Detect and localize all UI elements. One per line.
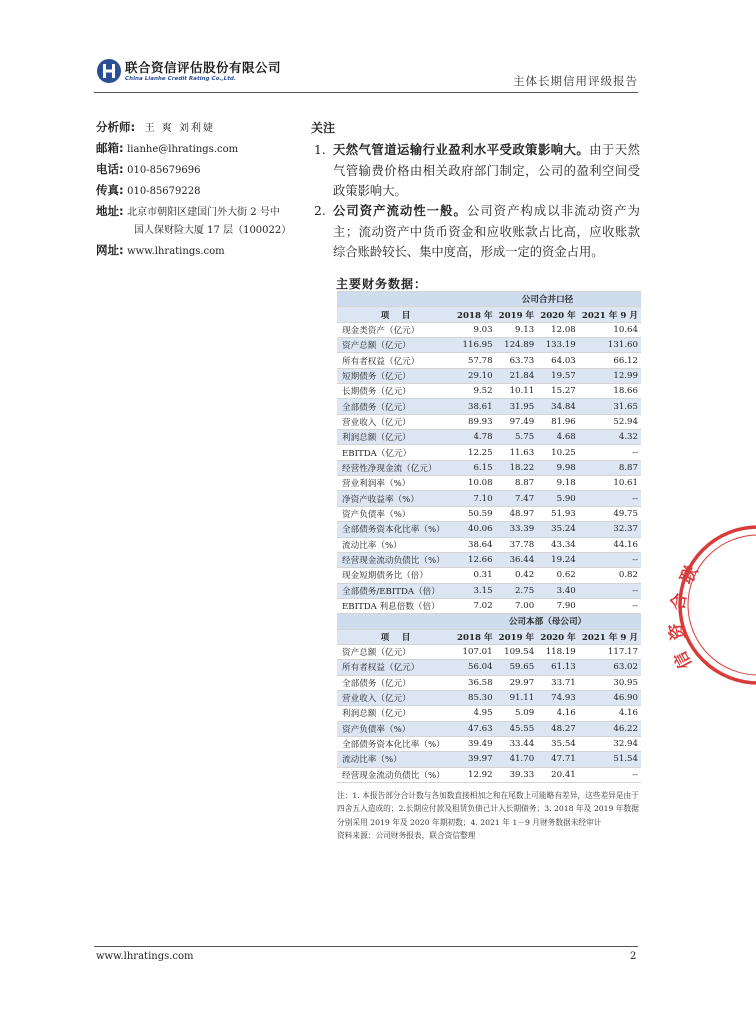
row-value: 6.15 [454, 460, 496, 475]
row-value: 10.11 [496, 384, 538, 399]
row-value: 7.90 [537, 598, 579, 613]
row-value: 33.44 [496, 736, 538, 751]
row-value: 117.17 [579, 644, 641, 659]
column-header-year: 2018 年 [454, 629, 496, 644]
row-value: 38.64 [454, 537, 496, 552]
email-row [96, 140, 238, 156]
row-value: 124.89 [496, 338, 538, 353]
email-value[interactable]: lianhe@lhratings.com [127, 144, 239, 155]
row-value: 44.16 [579, 537, 641, 552]
row-value: -- [579, 445, 641, 460]
table-row [337, 476, 641, 491]
address-line2: 国人保财险大厦 17 层（100022） [134, 225, 292, 236]
row-value: 47.63 [454, 721, 496, 736]
row-value: 48.97 [496, 506, 538, 521]
row-value: 59.65 [496, 660, 538, 675]
table-row [337, 598, 641, 613]
row-label: 全部债务（亿元） [337, 399, 454, 414]
address-label: 地址: [96, 204, 124, 218]
row-value: 29.10 [454, 368, 496, 383]
row-value: 41.70 [496, 752, 538, 767]
row-value: 12.99 [579, 368, 641, 383]
table-row [337, 767, 641, 782]
row-value: 57.78 [454, 353, 496, 368]
company-seal-stamp [666, 515, 756, 695]
column-header-year: 2018 年 [454, 307, 496, 322]
phone-label: 电话: [96, 162, 124, 176]
row-value: 32.94 [579, 736, 641, 751]
row-value: 48.27 [537, 721, 579, 736]
table-row [337, 414, 641, 429]
attention-item-number: 1. [314, 143, 326, 157]
phone-value: 010-85679696 [127, 165, 201, 176]
row-value: 9.13 [496, 322, 538, 337]
row-value: 5.90 [537, 491, 579, 506]
attention-item-heading: 公司资产流动性一般。 [333, 204, 467, 218]
table-row [337, 322, 641, 337]
table-row [337, 445, 641, 460]
table-row [337, 368, 641, 383]
column-header-item: 项 目 [337, 629, 454, 644]
table-row [337, 460, 641, 475]
column-header-year: 2020 年 [537, 629, 579, 644]
row-value: 4.32 [579, 430, 641, 445]
row-value: -- [579, 583, 641, 598]
table-row [337, 399, 641, 414]
table-row [337, 675, 641, 690]
footer-website[interactable]: www.lhratings.com [96, 951, 194, 962]
attention-item [314, 201, 640, 263]
row-value: 38.61 [454, 399, 496, 414]
row-value: 133.19 [537, 338, 579, 353]
row-value: 3.40 [537, 583, 579, 598]
address-line1: 北京市朝阳区建国门外大街 2 号中 [127, 207, 280, 218]
row-value: 4.16 [537, 706, 579, 721]
row-label: EBITDA 利息倍数（倍） [337, 598, 454, 613]
row-label: 所有者权益（亿元） [337, 353, 454, 368]
row-value: 10.25 [537, 445, 579, 460]
table-row [337, 537, 641, 552]
row-value: 64.03 [537, 353, 579, 368]
attention-item-body: 由于天然气管输费价格由相关政府部门制定，公司的盈利空间受政策影响大。 [333, 143, 640, 198]
table-notes [337, 789, 641, 842]
row-label: 资产负债率（%） [337, 506, 454, 521]
address-row-2 [134, 221, 291, 236]
website-row [96, 242, 225, 258]
row-value: 35.54 [537, 736, 579, 751]
row-label: EBITDA（亿元） [337, 445, 454, 460]
row-value: 10.08 [454, 476, 496, 491]
table-header-row [337, 629, 641, 644]
svg-text:联: 联 [676, 562, 703, 588]
analyst-row [96, 119, 215, 135]
row-value: 118.19 [537, 644, 579, 659]
fax-value: 010-85679228 [127, 186, 201, 197]
row-value: 45.55 [496, 721, 538, 736]
row-value: 8.87 [579, 460, 641, 475]
attention-item-heading: 天然气管道运输行业盈利水平受政策影响大。 [333, 143, 590, 157]
row-value: 36.58 [454, 675, 496, 690]
row-value: 40.06 [454, 522, 496, 537]
report-type-title: 主体长期信用评级报告 [513, 74, 638, 88]
row-value: 18.22 [496, 460, 538, 475]
row-value: 109.54 [496, 644, 538, 659]
row-value: 18.66 [579, 384, 641, 399]
row-value: 4.68 [537, 430, 579, 445]
table-group-spacer [337, 614, 454, 629]
table-row [337, 736, 641, 751]
row-value: 19.24 [537, 552, 579, 567]
table-group-header [337, 614, 641, 629]
row-value: 74.93 [537, 690, 579, 705]
row-value: -- [579, 552, 641, 567]
row-value: 5.75 [496, 430, 538, 445]
row-label: 资产总额（亿元） [337, 644, 454, 659]
row-value: 81.96 [537, 414, 579, 429]
header-divider [94, 92, 638, 93]
table-row [337, 690, 641, 705]
row-label: 全部债务/EBITDA（倍） [337, 583, 454, 598]
row-value: 66.12 [579, 353, 641, 368]
row-value: 12.08 [537, 322, 579, 337]
column-header-year: 2019 年 [496, 307, 538, 322]
column-header-year: 2020 年 [537, 307, 579, 322]
svg-text:资: 资 [666, 621, 689, 642]
row-label: 资产总额（亿元） [337, 338, 454, 353]
attention-item-number: 2. [314, 204, 326, 218]
row-value: 33.39 [496, 522, 538, 537]
row-value: 51.93 [537, 506, 579, 521]
row-label: 全部债务资本化比率（%） [337, 736, 454, 751]
row-value: 7.02 [454, 598, 496, 613]
row-value: 39.33 [496, 767, 538, 782]
table-group-header [337, 292, 641, 307]
table-row [337, 353, 641, 368]
row-value: 61.13 [537, 660, 579, 675]
address-row [96, 203, 280, 219]
row-value: -- [579, 598, 641, 613]
row-value: 39.97 [454, 752, 496, 767]
svg-text:信: 信 [670, 647, 697, 673]
row-value: 36.44 [496, 552, 538, 567]
row-value: 20.41 [537, 767, 579, 782]
row-value: 33.71 [537, 675, 579, 690]
row-value: 9.52 [454, 384, 496, 399]
row-value: 107.01 [454, 644, 496, 659]
row-label: 现金类资产（亿元） [337, 322, 454, 337]
table-group-spacer [337, 292, 454, 307]
row-label: 全部债务资本化比率（%） [337, 522, 454, 537]
table-group-label: 公司本部（母公司） [454, 614, 641, 629]
phone-row [96, 161, 200, 177]
row-value: 4.95 [454, 706, 496, 721]
row-value: 31.65 [579, 399, 641, 414]
row-value: 12.66 [454, 552, 496, 567]
table-row [337, 568, 641, 583]
column-header-year: 2021 年 9 月 [579, 307, 641, 322]
svg-text:合: 合 [668, 591, 691, 612]
row-value: 46.22 [579, 721, 641, 736]
table-header-row [337, 307, 641, 322]
row-value: -- [579, 491, 641, 506]
table-row [337, 506, 641, 521]
row-label: 经营性净现金流（亿元） [337, 460, 454, 475]
row-value: 37.78 [496, 537, 538, 552]
row-value: 63.73 [496, 353, 538, 368]
column-header-year: 2019 年 [496, 629, 538, 644]
row-value: 52.94 [579, 414, 641, 429]
table-row [337, 384, 641, 399]
row-label: 流动比率（%） [337, 752, 454, 767]
row-value: 3.15 [454, 583, 496, 598]
analyst-label: 分析师: [96, 120, 136, 134]
row-label: 营业收入（亿元） [337, 414, 454, 429]
row-value: 21.84 [496, 368, 538, 383]
row-value: -- [579, 767, 641, 782]
row-value: 8.87 [496, 476, 538, 491]
row-value: 9.03 [454, 322, 496, 337]
row-value: 43.34 [537, 537, 579, 552]
row-value: 15.27 [537, 384, 579, 399]
row-value: 30.95 [579, 675, 641, 690]
attention-item-body: 公司资产构成以非流动资产为主；流动资产中货币资金和应收账款占比高，应收账款综合账龄较长、集中度高，形成一定的资金占用。 [333, 204, 640, 259]
table-row [337, 491, 641, 506]
row-value: 39.49 [454, 736, 496, 751]
row-value: 11.63 [496, 445, 538, 460]
row-value: 7.47 [496, 491, 538, 506]
row-value: 91.11 [496, 690, 538, 705]
row-label: 长期债务（亿元） [337, 384, 454, 399]
email-label: 邮箱: [96, 141, 124, 155]
attention-title: 关注 [311, 121, 336, 135]
row-value: 10.61 [579, 476, 641, 491]
page-number: 2 [630, 951, 637, 962]
table-row [337, 660, 641, 675]
financials-title: 主要财务数据： [336, 277, 428, 291]
row-value: 9.98 [537, 460, 579, 475]
fax-row [96, 182, 200, 198]
row-value: 0.31 [454, 568, 496, 583]
row-value: 12.25 [454, 445, 496, 460]
table-row [337, 644, 641, 659]
row-label: 净资产收益率（%） [337, 491, 454, 506]
row-value: 89.93 [454, 414, 496, 429]
row-value: 4.16 [579, 706, 641, 721]
row-value: 5.09 [496, 706, 538, 721]
table-group-label: 公司合并口径 [454, 292, 641, 307]
row-value: 0.62 [537, 568, 579, 583]
row-value: 19.57 [537, 368, 579, 383]
row-value: 4.78 [454, 430, 496, 445]
row-label: 资产负债率（%） [337, 721, 454, 736]
row-value: 32.37 [579, 522, 641, 537]
row-value: 85.30 [454, 690, 496, 705]
row-label: 全部债务（亿元） [337, 675, 454, 690]
website-value[interactable]: www.lhratings.com [127, 246, 225, 257]
row-value: 2.75 [496, 583, 538, 598]
row-label: 营业收入（亿元） [337, 690, 454, 705]
row-value: 34.84 [537, 399, 579, 414]
row-value: 49.75 [579, 506, 641, 521]
column-header-year: 2021 年 9 月 [579, 629, 641, 644]
row-value: 35.24 [537, 522, 579, 537]
table-row [337, 522, 641, 537]
row-value: 7.10 [454, 491, 496, 506]
row-value: 131.60 [579, 338, 641, 353]
table-row [337, 338, 641, 353]
company-logo-icon [96, 58, 122, 84]
table-row [337, 721, 641, 736]
column-header-item: 项 目 [337, 307, 454, 322]
table-row [337, 752, 641, 767]
row-value: 47.71 [537, 752, 579, 767]
row-value: 10.64 [579, 322, 641, 337]
table-row [337, 706, 641, 721]
analyst-value: 王 爽 刘利婕 [144, 123, 215, 134]
website-label: 网址: [96, 243, 124, 257]
row-value: 9.18 [537, 476, 579, 491]
row-label: 经营现金流动负债比（%） [337, 767, 454, 782]
financials-table [337, 291, 641, 783]
row-value: 97.49 [496, 414, 538, 429]
row-value: 50.59 [454, 506, 496, 521]
fax-label: 传真: [96, 183, 124, 197]
table-source: 资料来源：公司财务报表，联合资信整理 [337, 830, 476, 840]
table-row [337, 552, 641, 567]
row-value: 46.90 [579, 690, 641, 705]
company-name-cn: 联合资信评估股份有限公司 [125, 60, 282, 75]
table-footnote: 注：1. 本报告部分合计数与各加数直接相加之和在尾数上可能略有差异，这些差异是由于四舍五入造成的；2.长期应付款及租赁负债已计入长期债务；3. 2018 年及 2019 年数据分别采用 2019 年及 2020 年期初数；4. 2021 年 1－9 月财务数据未经审计 [337, 791, 639, 827]
row-label: 现金短期债务比（倍） [337, 568, 454, 583]
row-label: 营业利润率（%） [337, 476, 454, 491]
table-row [337, 583, 641, 598]
row-value: 29.97 [496, 675, 538, 690]
row-value: 0.82 [579, 568, 641, 583]
attention-item [314, 140, 640, 202]
row-value: 12.92 [454, 767, 496, 782]
row-value: 51.54 [579, 752, 641, 767]
row-value: 0.42 [496, 568, 538, 583]
table-row [337, 430, 641, 445]
row-label: 利润总额（亿元） [337, 430, 454, 445]
company-name-en: China Lianhe Credit Rating Co.,Ltd. [125, 76, 237, 82]
row-value: 31.95 [496, 399, 538, 414]
row-value: 116.95 [454, 338, 496, 353]
row-value: 56.04 [454, 660, 496, 675]
row-label: 所有者权益（亿元） [337, 660, 454, 675]
row-label: 经营现金流动负债比（%） [337, 552, 454, 567]
row-label: 流动比率（%） [337, 537, 454, 552]
row-value: 7.00 [496, 598, 538, 613]
row-value: 63.02 [579, 660, 641, 675]
row-label: 短期债务（亿元） [337, 368, 454, 383]
row-label: 利润总额（亿元） [337, 706, 454, 721]
footer-divider [94, 946, 638, 947]
